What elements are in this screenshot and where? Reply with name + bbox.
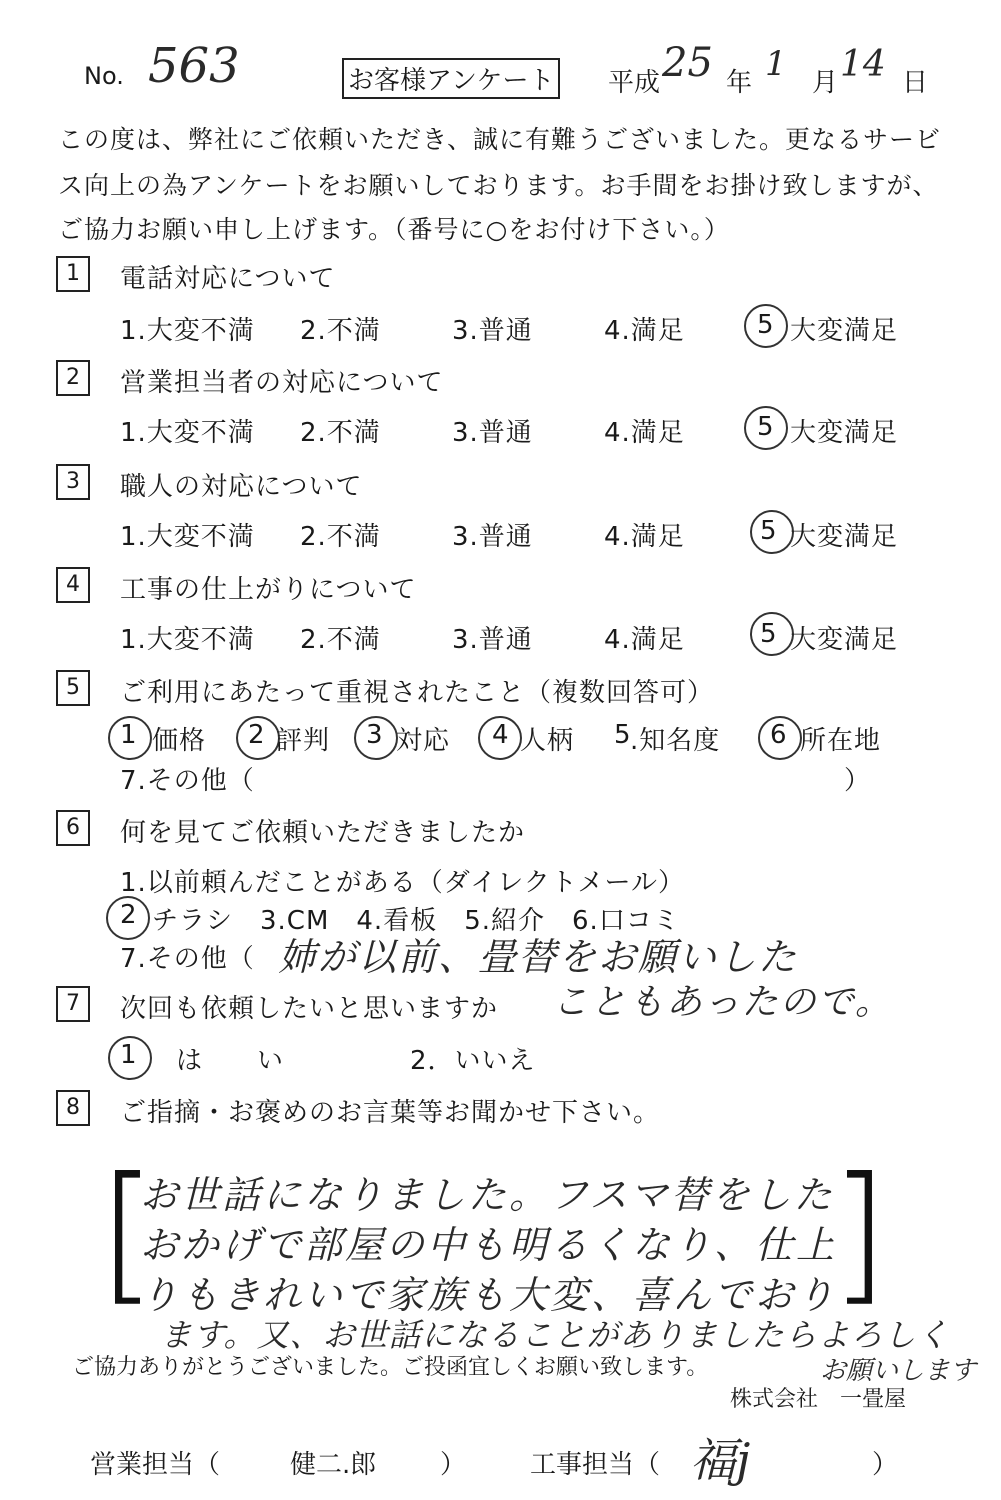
- comment-bracket-right: ]: [830, 1146, 889, 1320]
- option-number[interactable]: 6: [770, 720, 788, 750]
- form-number-label: No.: [84, 62, 124, 90]
- intro-line-1: この度は、弊社にご依頼いただき、誠に有難うございました。更なるサービ: [58, 125, 942, 154]
- option-5-label[interactable]: 大変満足: [790, 316, 899, 346]
- work-rep-label: 工事担当（: [530, 1450, 661, 1480]
- option-3[interactable]: 3.普通: [452, 418, 533, 448]
- option-number[interactable]: 5: [614, 720, 632, 750]
- question-text: 工事の仕上がりについて: [120, 575, 417, 605]
- option-other[interactable]: 7.その他（: [120, 944, 255, 974]
- sales-rep-close: ）: [440, 1450, 467, 1480]
- month-label: 月: [812, 68, 839, 98]
- option-5-label[interactable]: 大変満足: [790, 522, 899, 552]
- work-rep-close: ）: [872, 1450, 899, 1480]
- option-other[interactable]: 7.その他（: [120, 766, 255, 796]
- option-4[interactable]: 4.満足: [604, 625, 685, 655]
- sales-rep-name: 健二.郎: [290, 1450, 377, 1480]
- year-value: 25: [662, 40, 713, 86]
- sales-rep-label: 営業担当（: [90, 1450, 221, 1480]
- intro-line-3: ご協力お願い申し上げます。（番号に○をお付け下さい。）: [58, 215, 730, 244]
- option-label[interactable]: 所在地: [800, 726, 882, 756]
- option-label[interactable]: .知名度: [630, 726, 721, 756]
- comment-line-5: お願いします: [820, 1356, 977, 1386]
- option-5-number[interactable]: 5: [757, 412, 775, 442]
- question-text: 電話対応について: [120, 264, 336, 294]
- option-1[interactable]: 1.大変不満: [120, 522, 255, 552]
- option-number[interactable]: 1: [120, 720, 138, 750]
- option-label[interactable]: 対応: [396, 726, 451, 756]
- option-1[interactable]: 1.大変不満: [120, 625, 255, 655]
- question-number: 3: [56, 464, 90, 500]
- option-3[interactable]: 3.普通: [452, 522, 533, 552]
- page-title: お客様アンケート: [342, 58, 560, 99]
- comment-line-4: ます。又、お世話になることがありましたらよろしく: [160, 1316, 950, 1354]
- option-5-number[interactable]: 5: [757, 310, 775, 340]
- option-5-number[interactable]: 5: [760, 516, 778, 546]
- company-name: 株式会社 一畳屋: [730, 1387, 907, 1412]
- era-label: 平成: [608, 68, 661, 98]
- question-text: ご指摘・お褒めのお言葉等お聞かせ下さい。: [120, 1098, 661, 1128]
- option-2[interactable]: 2.不満: [300, 418, 381, 448]
- question-number: 4: [56, 567, 90, 603]
- question-text: 職人の対応について: [120, 472, 363, 502]
- thanks-message: ご協力ありがとうございました。ご投函宜しくお願い致します。: [72, 1355, 709, 1380]
- option-1[interactable]: 1.大変不満: [120, 418, 255, 448]
- option-list[interactable]: チラシ 3.CM 4.看板 5.紹介 6.口コミ: [152, 906, 680, 936]
- work-rep-signature: 福j: [690, 1433, 751, 1487]
- option-1[interactable]: 1.大変不満: [120, 316, 255, 346]
- question-text: 何を見てご依頼いただきましたか: [120, 818, 526, 848]
- question-number: 2: [56, 360, 90, 396]
- month-value: 1: [765, 44, 787, 84]
- option-5-label[interactable]: 大変満足: [790, 625, 899, 655]
- option-label[interactable]: 人柄: [520, 726, 575, 756]
- option-other-close: ）: [844, 766, 872, 796]
- question-text: 営業担当者の対応について: [120, 368, 444, 398]
- option-1[interactable]: 1.以前頼んだことがある（ダイレクトメール）: [120, 868, 685, 898]
- option-5-number[interactable]: 5: [760, 619, 778, 649]
- question-number: 1: [56, 256, 90, 292]
- option-label[interactable]: 価格: [152, 726, 207, 756]
- intro-line-2: ス向上の為アンケートをお願いしております。お手間をお掛け致しますが、: [58, 171, 939, 200]
- option-number[interactable]: 2: [120, 900, 138, 930]
- option-3[interactable]: 3.普通: [452, 625, 533, 655]
- option-4[interactable]: 4.満足: [604, 418, 685, 448]
- question-number: 7: [56, 986, 90, 1022]
- year-label: 年: [726, 68, 753, 98]
- comment-bracket-left: [: [98, 1146, 157, 1320]
- question-text: ご利用にあたって重視されたこと（複数回答可）: [120, 678, 715, 708]
- question-number: 5: [56, 670, 90, 706]
- comment-line-2: おかげで部屋の中も明るくなり、仕上: [140, 1223, 838, 1267]
- option-2[interactable]: 2.不満: [300, 625, 381, 655]
- option-yes[interactable]: は い: [176, 1046, 285, 1076]
- option-2[interactable]: 2.不満: [300, 522, 381, 552]
- handwritten-answer-2: こともあったので。: [552, 982, 893, 1023]
- question-number: 8: [56, 1090, 90, 1126]
- comment-line-1: お世話になりました。フスマ替をした: [140, 1173, 835, 1217]
- question-number: 6: [56, 810, 90, 846]
- day-label: 日: [902, 68, 929, 98]
- handwritten-answer-1: 姉が以前、畳替をお願いした: [278, 935, 799, 979]
- option-no[interactable]: 2．いいえ: [410, 1046, 536, 1076]
- comment-line-3: りもきれいで家族も大変、喜んでおり: [140, 1273, 838, 1317]
- day-value: 14: [840, 44, 886, 85]
- option-number[interactable]: 1: [120, 1040, 138, 1070]
- option-4[interactable]: 4.満足: [604, 522, 685, 552]
- option-label[interactable]: 評判: [276, 726, 331, 756]
- question-text: 次回も依頼したいと思いますか: [120, 994, 499, 1024]
- option-number[interactable]: 2: [248, 720, 266, 750]
- form-number-value: 563: [148, 38, 240, 94]
- option-number[interactable]: 4: [492, 720, 510, 750]
- option-number[interactable]: 3: [366, 720, 384, 750]
- option-5-label[interactable]: 大変満足: [790, 418, 899, 448]
- option-4[interactable]: 4.満足: [604, 316, 685, 346]
- option-2[interactable]: 2.不満: [300, 316, 381, 346]
- option-3[interactable]: 3.普通: [452, 316, 533, 346]
